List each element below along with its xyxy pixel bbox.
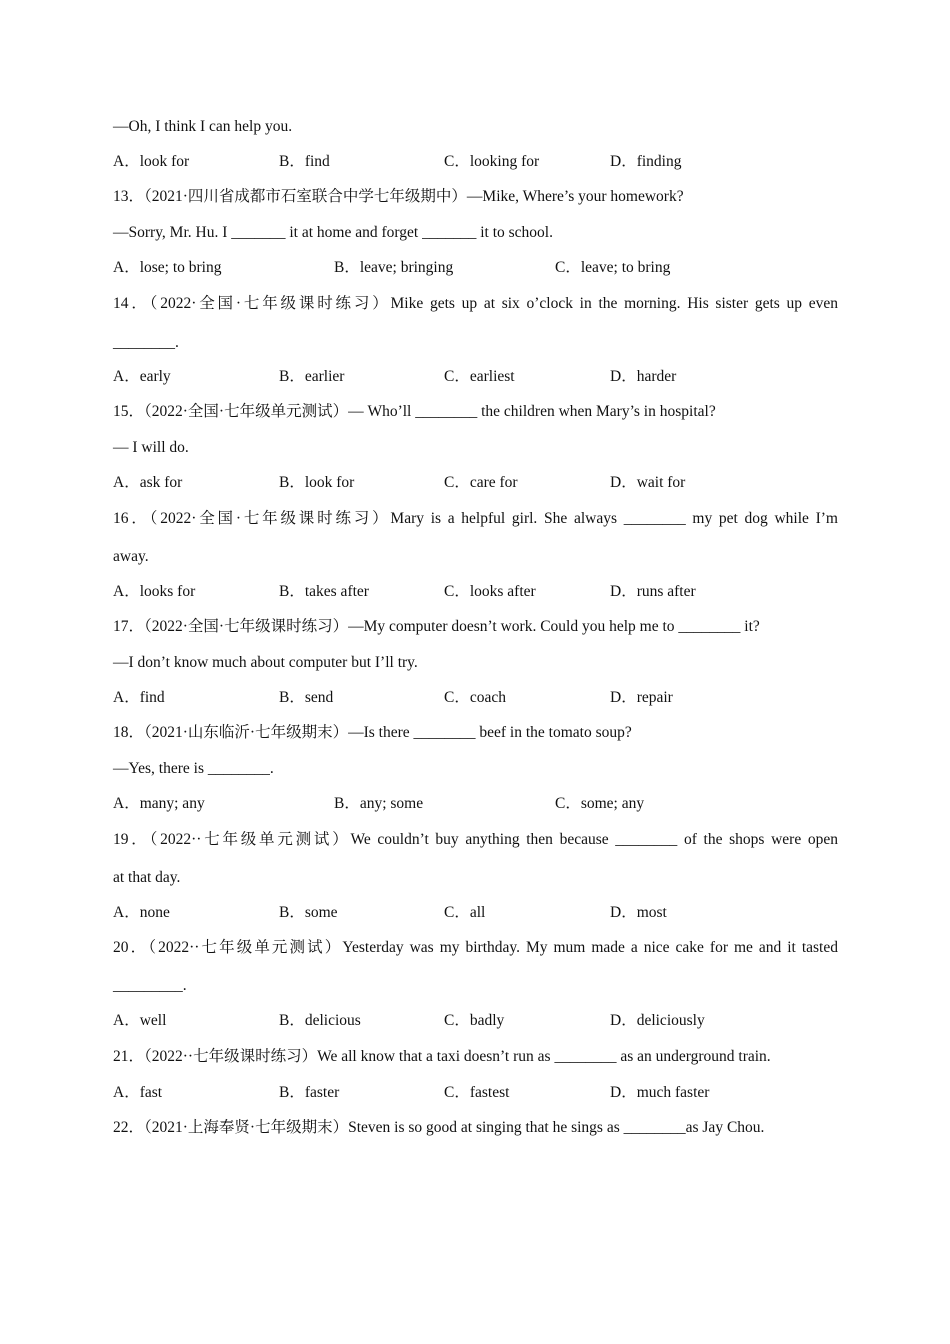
question-20: 20．（2022··七年级单元测试）Yesterday was my birthday. My mum made a nice cake for me and it tasted: [113, 939, 838, 956]
question-15: 15．（2022·全国·七年级单元测试）— Who’ll ________ the children when Mary’s in hospital?: [113, 403, 716, 420]
option-c: C．earliest: [444, 368, 515, 385]
option-c: C．all: [444, 904, 486, 921]
question-19: 19．（2022··七年级单元测试）We couldn’t buy anything then because ________ of the shops were open: [113, 831, 838, 848]
option-c: C．looking for: [444, 153, 540, 170]
answer-blank: ________.: [113, 334, 179, 351]
option-b: B．leave; bringing: [334, 259, 454, 276]
option-c: C．looks after: [444, 583, 536, 600]
option-c: C．care for: [444, 474, 518, 491]
option-c: C．leave; to bring: [555, 259, 671, 276]
option-a: A．fast: [113, 1084, 163, 1101]
option-c: C．coach: [444, 689, 506, 706]
option-d: D．repair: [610, 689, 673, 706]
option-a: A．lose; to bring: [113, 259, 222, 276]
option-d: D．runs after: [610, 583, 696, 600]
option-a: A．none: [113, 904, 170, 921]
option-c: C．some; any: [555, 795, 645, 812]
option-b: B．send: [279, 689, 334, 706]
option-a: A．well: [113, 1012, 167, 1029]
question-17: 17．（2022·全国·七年级课时练习）—My computer doesn’t work. Could you help me to ________ it?: [113, 618, 760, 635]
option-d: D．much faster: [610, 1084, 710, 1101]
option-b: B．look for: [279, 474, 355, 491]
option-a: A．find: [113, 689, 165, 706]
dialogue-line: — I will do.: [113, 439, 189, 456]
option-a: A．ask for: [113, 474, 183, 491]
option-d: D．deliciously: [610, 1012, 705, 1029]
question-16: 16．（2022·全国·七年级课时练习）Mary is a helpful girl. She always ________ my pet dog while I’m: [113, 510, 838, 527]
question-14: 14．（2022·全国·七年级课时练习）Mike gets up at six o’clock in the morning. His sister gets up even: [113, 295, 838, 312]
option-b: B．some: [279, 904, 338, 921]
option-b: B．takes after: [279, 583, 369, 600]
option-d: D．harder: [610, 368, 677, 385]
answer-blank: _________.: [113, 977, 187, 994]
question-22: 22．（2021·上海奉贤·七年级期末）Steven is so good at singing that he sings as ________as Jay Chou.: [113, 1119, 765, 1136]
option-b: B．any; some: [334, 795, 424, 812]
dialogue-line: —I don’t know much about computer but I’ll try.: [113, 654, 418, 671]
option-b: B．delicious: [279, 1012, 361, 1029]
option-d: D．most: [610, 904, 667, 921]
option-a: A．look for: [113, 153, 190, 170]
question-continuation: away.: [113, 548, 149, 565]
option-d: D．finding: [610, 153, 682, 170]
question-18: 18．（2021·山东临沂·七年级期末）—Is there ________ beef in the tomato soup?: [113, 724, 632, 741]
option-c: C．fastest: [444, 1084, 510, 1101]
option-d: D．wait for: [610, 474, 686, 491]
option-a: A．early: [113, 368, 171, 385]
question-21: 21．（2022··七年级课时练习）We all know that a taxi doesn’t run as ________ as an underground train.: [113, 1048, 771, 1065]
question-continuation: at that day.: [113, 869, 181, 886]
question-13: 13．（2021·四川省成都市石室联合中学七年级期中）—Mike, Where’s your homework?: [113, 188, 684, 205]
dialogue-line: —Oh, I think I can help you.: [113, 118, 293, 135]
option-b: B．find: [279, 153, 330, 170]
option-a: A．looks for: [113, 583, 196, 600]
dialogue-line: —Sorry, Mr. Hu. I _______ it at home and forget _______ it to school.: [113, 224, 553, 241]
option-b: B．faster: [279, 1084, 340, 1101]
option-c: C．badly: [444, 1012, 505, 1029]
option-b: B．earlier: [279, 368, 345, 385]
option-a: A．many; any: [113, 795, 205, 812]
dialogue-line: —Yes, there is ________.: [113, 760, 274, 777]
